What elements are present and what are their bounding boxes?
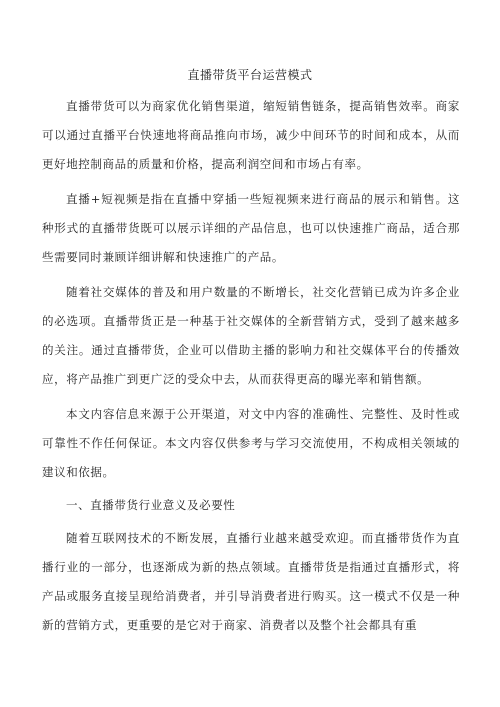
section-heading: 一、直播带货行业意义及必要性 [66,498,236,512]
paragraph-3: 随着社交媒体的普及和用户数量的不断增长，社交化营销已成为许多企业的必选项。直播带货正是一种基于社交媒体的全新营销方式，受到了越来越多的关注。通过直播带货，企业可以借助主播的影响力和社交媒体平台的传播效应，将产品推广到更广泛的受众中去，从而获得更高的曝光率和销售额。 [42,285,460,386]
document-title: 直播带货平台运营模式 [187,68,313,82]
paragraph-2: 直播+短视频是指在直播中穿插一些短视频来进行商品的展示和销售。这种形式的直播带货既可以展示详细的产品信息，也可以快速推广商品，适合那些需要同时兼顾详细讲解和快速推广的产品。 [42,192,460,264]
paragraph-1: 直播带货可以为商家优化销售渠道，缩短销售链条，提高销售效率。商家可以通过直播平台快速地将商品推向市场，减少中间环节的时间和成本，从而更好地控制商品的质量和价格，提高利润空间和市场占有率。 [42,99,460,171]
paragraph-4-disclaimer: 本文内容信息来源于公开渠道，对文中内容的准确性、完整性、及时性或可靠性不作任何保证。本文内容仅供参考与学习交流使用，不构成相关领域的建议和依据。 [42,407,460,479]
section-paragraph: 随着互联网技术的不断发展，直播行业越来越受欢迎。而直播带货作为直播行业的一部分，也逐渐成为新的热点领域。直播带货是指通过直播形式，将产品或服务直接呈现给消费者，并引导消费者进行购买。这一模式不仅是一种新的营销方式，更重要的是它对于商家、消费者以及整个社会都具有重 [42,531,460,632]
